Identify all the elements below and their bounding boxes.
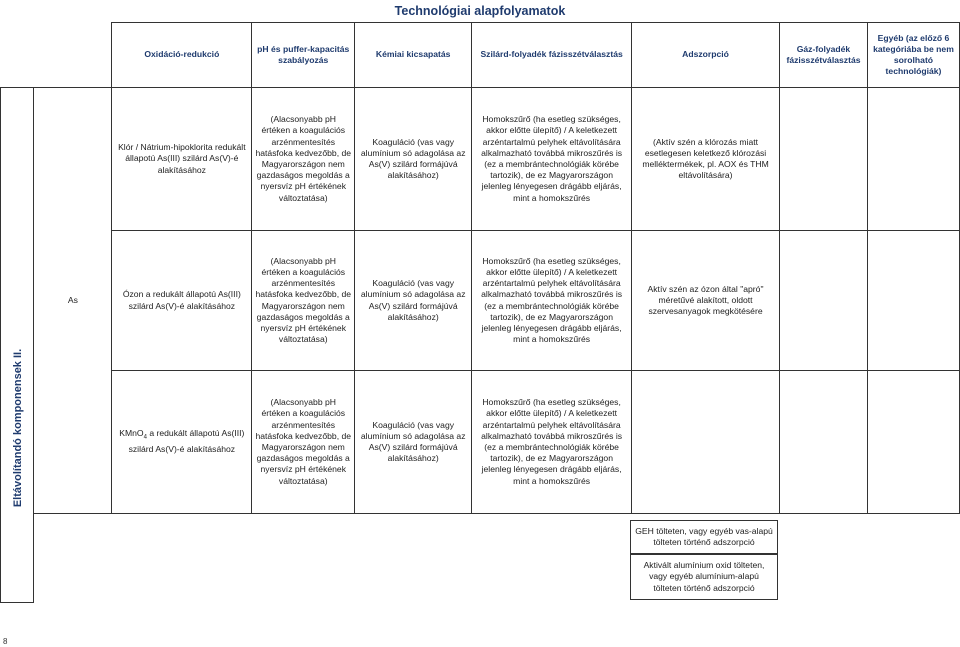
ph-cell: (Alacsonyabb pH értéken a koagulációs arzénmentesítés hatásfoka kedvezőbb, de Magyarországon nem gazdaságos megoldás a nyersvíz pH értékének változtatása): [252, 371, 355, 514]
ph-cell: (Alacsonyabb pH értéken a koagulációs arzénmentesítés hatásfoka kedvezőbb, de Magyarországon nem gazdaságos megoldás a nyersvíz pH értékének változtatása): [252, 231, 355, 371]
ph-cell: (Alacsonyabb pH értéken a koagulációs arzénmentesítés hatásfoka kedvezőbb, de Magyarországon nem gazdaságos megoldás a nyersvíz pH értékének változtatása): [252, 88, 355, 231]
table-row: [0, 88, 960, 231]
table-row: [0, 371, 960, 514]
page-number: 8: [3, 637, 8, 646]
oxidation-cell: Klór / Nátrium-hipoklorita redukált állapotú As(III) szilárd As(V)-é alakításához: [112, 88, 252, 231]
precipitation-cell: Koaguláció (vas vagy alumínium só adagolása az As(V) szilárd formájúvá alakításához): [355, 231, 472, 371]
header-other: Egyéb (az előző 6 kategóriába be nem sorolható technológiák): [867, 23, 959, 88]
component-cell: As: [34, 88, 112, 514]
header-precipitation: Kémiai kicsapatás: [355, 23, 472, 88]
oxidation-cell: Ózon a redukált állapotú As(III) szilárd As(V)-é alakításához: [112, 231, 252, 371]
solid-liquid-cell: Homokszűrő (ha esetleg szükséges, akkor előtte ülepítő) / A keletkezett arzéntartalmú pelyhek eltávolítására alkalmazható továbbá mikroszűrés is (ez a membrántechnológiák körébe tartozik), de ez Magyarországon jelenleg lényegesen drágább eljárás, mint a homokszűrés: [472, 231, 632, 371]
adsorption-cell: (Aktív szén a klórozás miatt esetlegesen keletkező klórozási melléktermékek, pl. AOX és THM eltávolítására): [632, 88, 780, 231]
extra-adsorption-box: Aktivált alumínium oxid tölteten, vagy egyéb alumínium-alapú tölteten történő adszorpció: [630, 554, 778, 600]
side-label: Eltávolítandó komponensek II.: [12, 348, 24, 508]
adsorption-cell: Aktív szén az ózon által "apró" méretűvé alakított, oldott szervesanyagok megkötésére: [632, 231, 780, 371]
oxidation-cell: KMnO$_4$ a redukált állapotú As(III) szilárd As(V)-é alakításához: [112, 371, 252, 514]
header-adsorption: Adszorpció: [632, 23, 780, 88]
table-row: [0, 231, 960, 371]
side-label-column: [0, 87, 34, 603]
precipitation-cell: Koaguláció (vas vagy alumínium só adagolása az As(V) szilárd formájúvá alakításához): [355, 88, 472, 231]
header-oxidation: Oxidáció-redukció: [112, 23, 252, 88]
solid-liquid-cell: Homokszűrő (ha esetleg szükséges, akkor előtte ülepítő) / A keletkezett arzéntartalmú pelyhek eltávolítására alkalmazható továbbá mikroszűrés is (ez a membrántechnológiák körébe tartozik), de ez Magyarországon jelenleg lényegesen drágább eljárás, mint a homokszűrés: [472, 371, 632, 514]
page-title: Technológiai alapfolyamatok: [394, 4, 566, 18]
technology-table: [0, 22, 960, 514]
solid-liquid-cell: Homokszűrő (ha esetleg szükséges, akkor előtte ülepítő) / A keletkezett arzéntartalmú pelyhek eltávolítására alkalmazható továbbá mikroszűrés is (ez a membrántechnológiák körébe tartozik), de ez Magyarországon jelenleg lényegesen drágább eljárás, mint a homokszűrés: [472, 88, 632, 231]
header-gas-liquid: Gáz-folyadék fázisszétválasztás: [779, 23, 867, 88]
precipitation-cell: Koaguláció (vas vagy alumínium só adagolása az As(V) szilárd formájúvá alakításához): [355, 371, 472, 514]
extra-adsorption-box: GEH tölteten, vagy egyéb vas-alapú tölteten történő adszorpció: [630, 520, 778, 554]
header-row: [0, 23, 960, 88]
adsorption-cell: [632, 371, 780, 514]
header-solid-liquid: Szilárd-folyadék fázisszétválasztás: [472, 23, 632, 88]
header-ph: pH és puffer-kapacitás szabályozás: [252, 23, 355, 88]
